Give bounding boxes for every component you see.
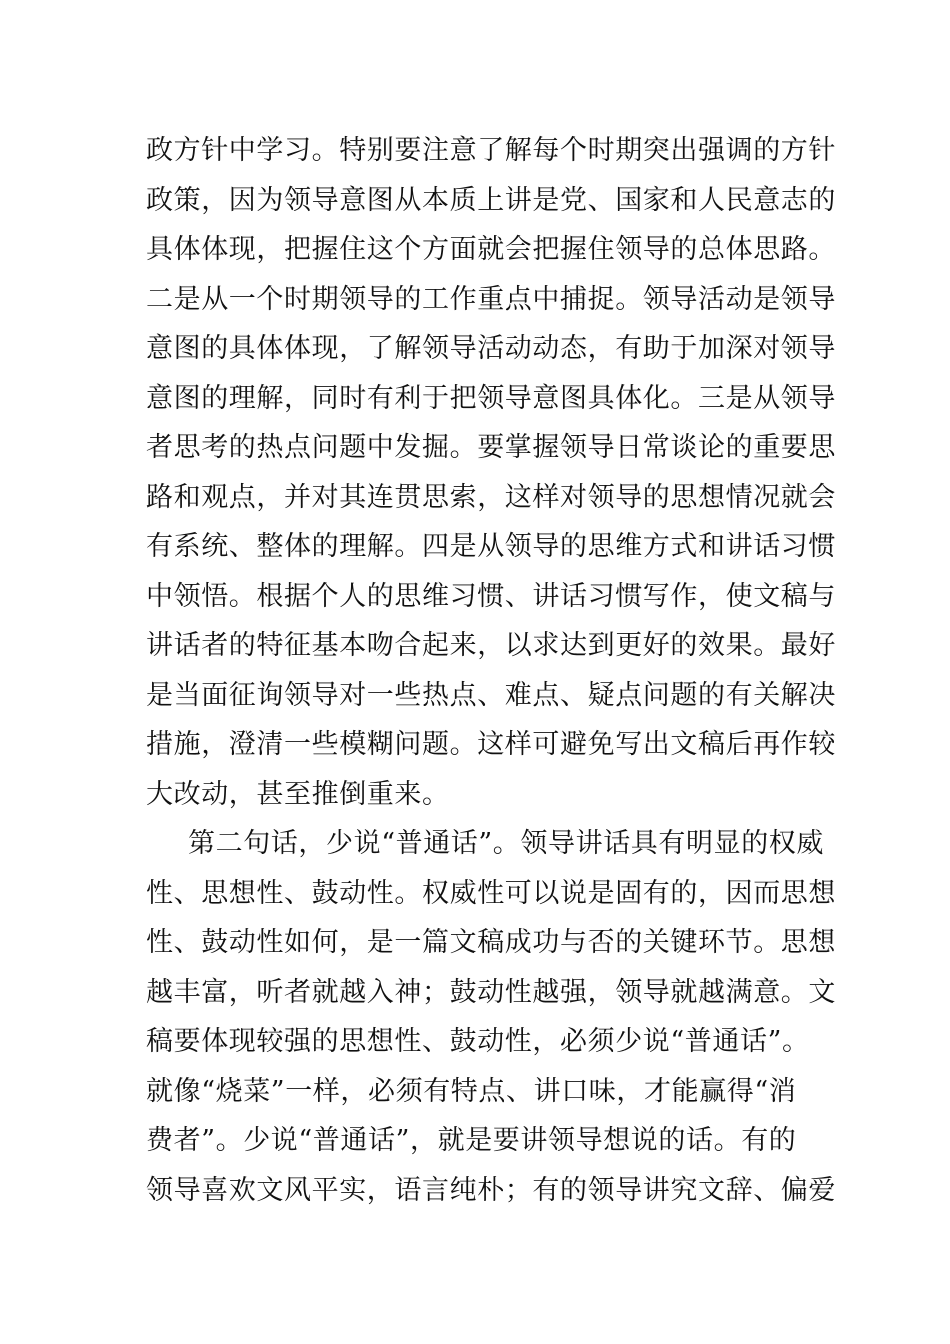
paragraph-start-line: 第二句话，少说“普通话”。领导讲话具有明显的权威 (188, 828, 825, 859)
text-line: 费者”。少说“普通话”，就是要讲领导想说的话。有的 (146, 1125, 797, 1156)
text-line: 越丰富，听者就越入神；鼓动性越强，领导就越满意。文 (146, 976, 836, 1008)
text-line: 就像“烧菜”一样，必须有特点、讲口味，才能赢得“消 (146, 1075, 797, 1107)
text-line: 意图的具体体现，了解领导活动动态，有助于加深对领导 (146, 333, 836, 364)
text-line: 讲话者的特征基本吻合起来，以求达到更好的效果。最好 (146, 630, 836, 661)
text-line: 意图的理解，同时有利于把领导意图具体化。三是从领导 (146, 382, 836, 414)
text-line: 者思考的热点问题中发掘。要掌握领导日常谈论的重要思 (146, 432, 836, 463)
document-body (146, 126, 836, 1215)
text-line: 有系统、整体的理解。四是从领导的思维方式和讲话习惯 (146, 531, 836, 562)
text-line: 二是从一个时期领导的工作重点中捕捉。领导活动是领导 (146, 283, 836, 315)
text-line: 中领悟。根据个人的思维习惯、讲话习惯写作，使文稿与 (146, 580, 836, 612)
text-line: 措施，澄清一些模糊问题。这样可避免写出文稿后再作较 (146, 729, 836, 760)
text-line: 性、思想性、鼓动性。权威性可以说是固有的，因而思想 (146, 877, 836, 909)
text-line: 大改动，甚至推倒重来。 (146, 778, 450, 810)
text-line: 具体体现，把握住这个方面就会把握住领导的总体思路。 (146, 234, 836, 265)
text-line: 领导喜欢文风平实，语言纯朴；有的领导讲究文辞、偏爱 (146, 1174, 836, 1206)
text-line: 政策，因为领导意图从本质上讲是党、国家和人民意志的 (146, 184, 836, 216)
text-line: 是当面征询领导对一些热点、难点、疑点问题的有关解决 (146, 679, 836, 711)
text-line: 路和观点，并对其连贯思索，这样对领导的思想情况就会 (146, 481, 836, 513)
text-line: 稿要体现较强的思想性、鼓动性，必须少说“普通话”。 (146, 1026, 810, 1057)
text-line: 性、鼓动性如何，是一篇文稿成功与否的关键环节。思想 (146, 927, 836, 958)
text-line: 政方针中学习。特别要注意了解每个时期突出强调的方针 (146, 135, 836, 166)
